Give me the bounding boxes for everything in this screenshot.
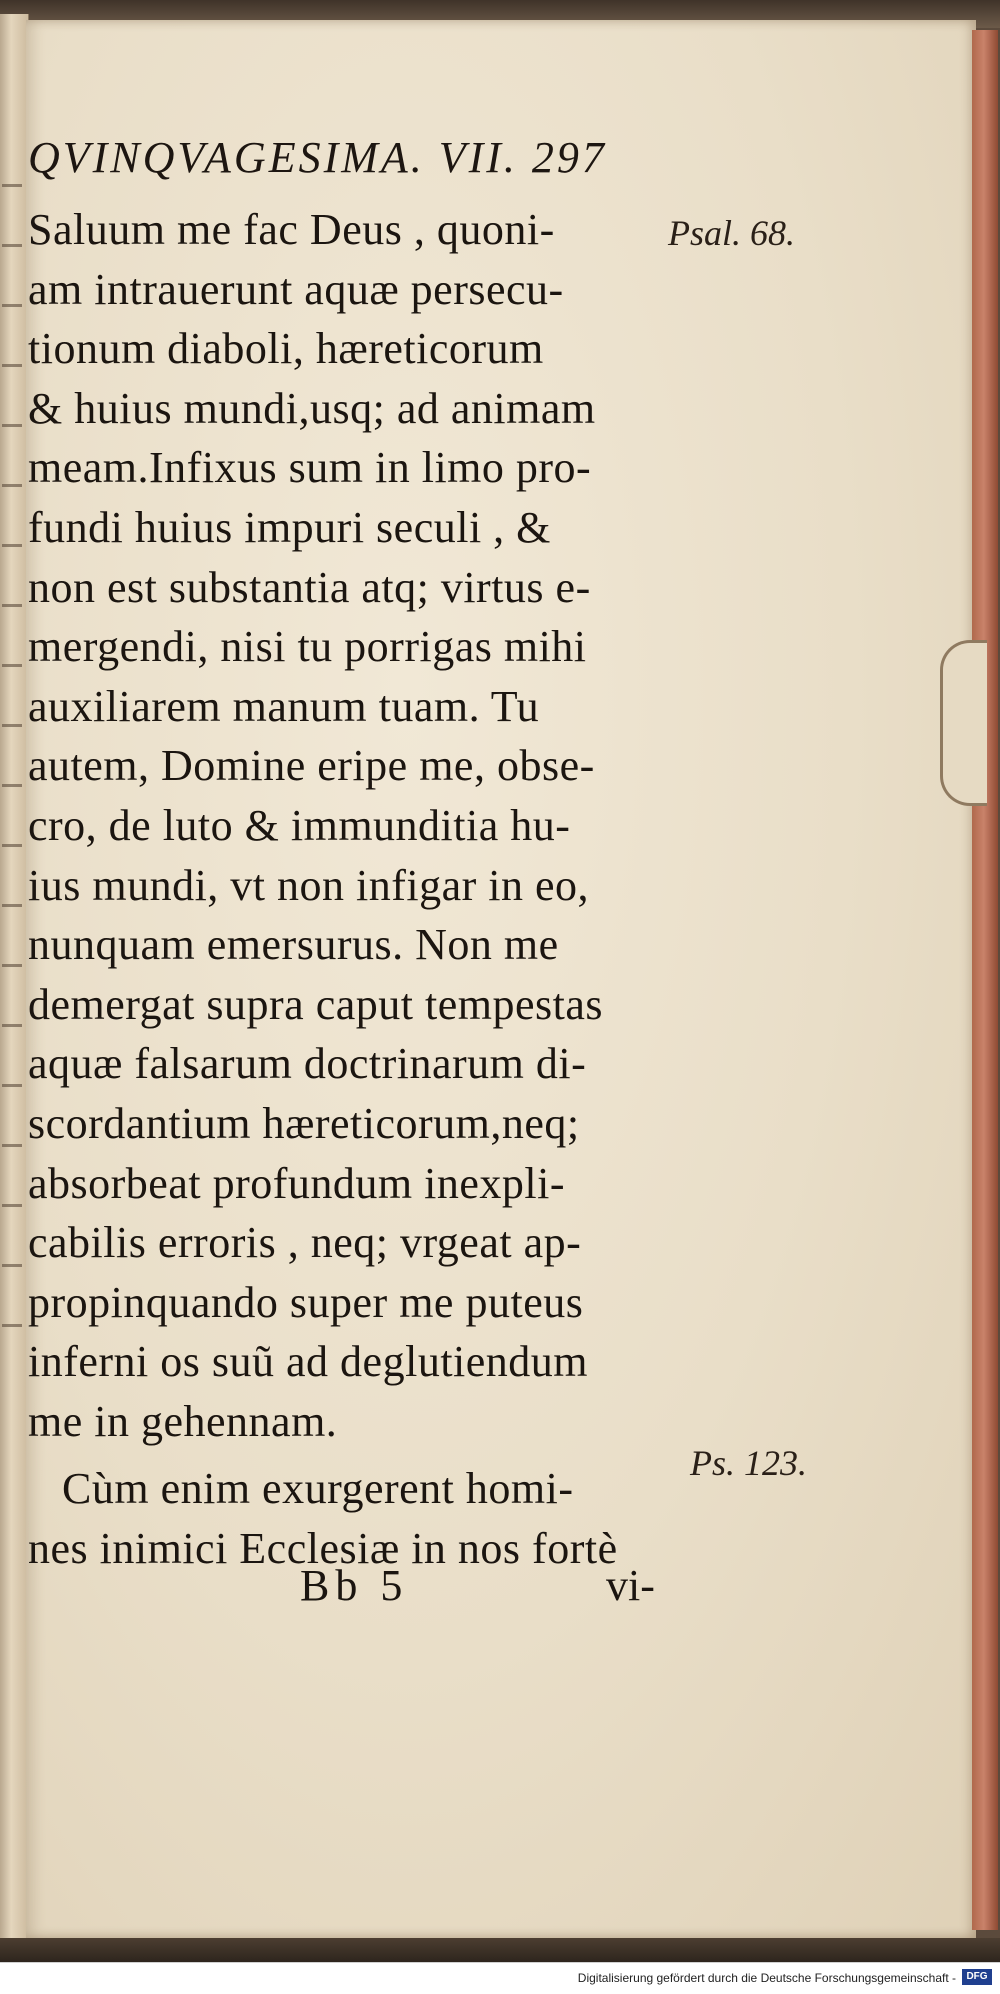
dfg-logo: DFG	[962, 1969, 992, 1985]
red-fore-edge	[972, 30, 998, 1930]
catchword: vi-	[606, 1561, 655, 1610]
paragraph-start-line: Cùm enim exurgerent homi-	[62, 1464, 574, 1514]
bottom-shadow	[0, 1938, 1000, 1962]
text-line: Saluum me fac Deus , quoni-	[28, 205, 555, 254]
text-line: cabilis erroris , neq; vrgeat ap-	[28, 1218, 582, 1268]
text-line: aquæ falsarum doctrinarum di-	[28, 1039, 587, 1089]
signature-mark: Bb 5	[300, 1561, 409, 1610]
margin-note-psalm-68: Psal. 68.	[668, 213, 796, 253]
text-line: nes inimici Ecclesiæ in nos fortè	[28, 1524, 618, 1574]
running-header: QVINQVAGESIMA. VII. 297	[28, 133, 607, 182]
body-text	[28, 200, 728, 1579]
text-line: mergendi, nisi tu porrigas mihi	[28, 622, 587, 672]
text-line: auxiliarem manum tuam. Tu	[28, 681, 540, 731]
text-line: propinquando super me puteus	[28, 1277, 584, 1327]
funding-credit: Digitalisierung gefördert durch die Deutsche Forschungsgemeinschaft -	[577, 1971, 956, 1985]
text-line: scordantium hæreticorum,neq;	[28, 1098, 580, 1148]
margin-note-psalm-123: Ps. 123.	[690, 1443, 807, 1483]
text-line: demergat supra caput tempestas	[28, 979, 603, 1029]
text-line: tionum diaboli, hæreticorum	[28, 324, 544, 374]
left-page-edges	[0, 14, 29, 1944]
text-line: & huius mundi,usq; ad animam	[28, 383, 596, 433]
bleed-through-marks	[2, 164, 26, 1764]
text-line: me in gehennam.	[28, 1396, 338, 1446]
text-line: ius mundi, vt non infigar in eo,	[28, 860, 590, 910]
footer-bar	[0, 1962, 1000, 1994]
text-line: cro, de luto & immunditia hu-	[28, 800, 571, 850]
text-line: non est substantia atq; virtus e-	[28, 562, 591, 612]
text-line: autem, Domine eripe me, obse-	[28, 741, 595, 791]
text-line: fundi huius impuri seculi , &	[28, 502, 551, 552]
text-line: absorbeat profundum inexpli-	[28, 1158, 565, 1208]
text-line: nunquam emersurus. Non me	[28, 920, 559, 970]
text-line: inferni os suũ ad deglutiendum	[28, 1337, 589, 1387]
page-tab	[940, 640, 987, 806]
text-line: meam.Infixus sum in limo pro-	[28, 443, 592, 493]
text-line: am intrauerunt aquæ persecu-	[28, 264, 564, 314]
